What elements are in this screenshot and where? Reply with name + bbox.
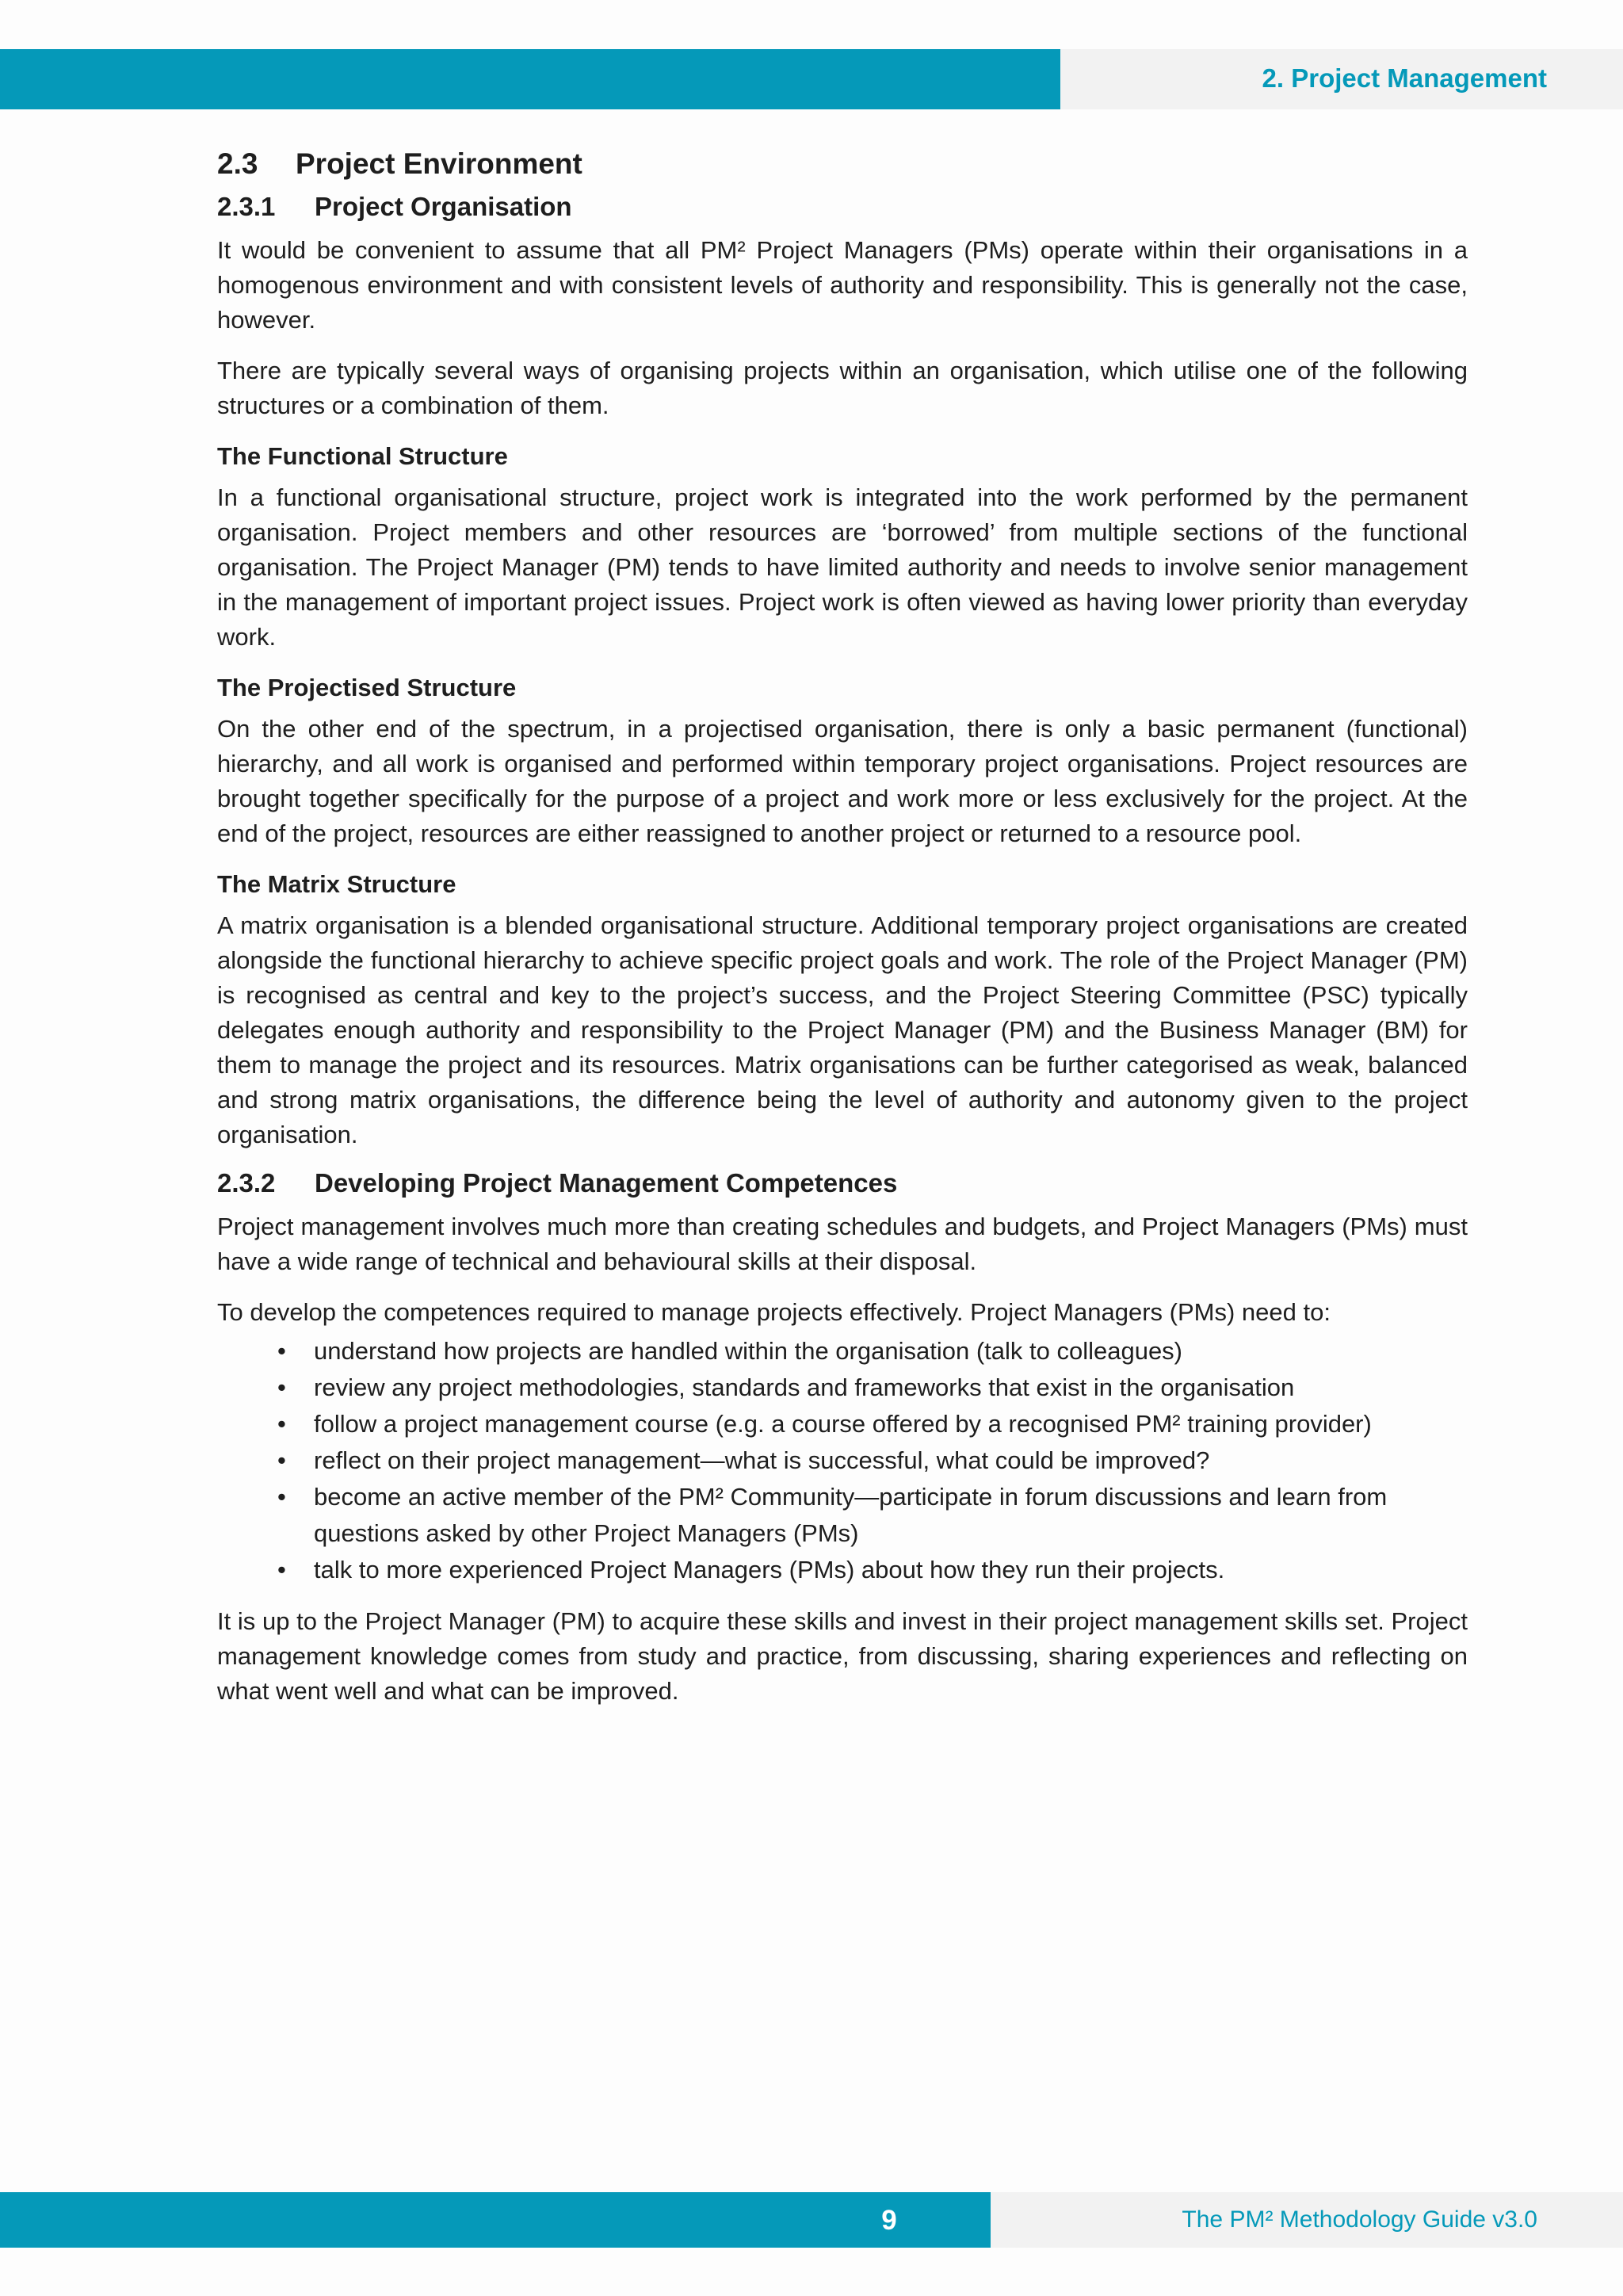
list-item: • follow a project management course (e.g. a course offered by a recognised PM² training provider) [314, 1406, 1468, 1442]
list-item: • become an active member of the PM² Community—participate in forum discussions and learn from questions asked by other Project Managers (PMs) [314, 1479, 1468, 1552]
list-item: • understand how projects are handled within the organisation (talk to colleagues) [314, 1333, 1468, 1370]
paragraph: Project management involves much more than creating schedules and budgets, and Project Managers (PMs) must have a wide range of technical and behavioural skills at their disposal. [217, 1213, 1468, 1275]
subsection-title: Developing Project Management Competences [315, 1168, 898, 1198]
section-title: Project Environment [296, 147, 582, 180]
chapter-title: 2. Project Management [1262, 63, 1547, 93]
list-item: • talk to more experienced Project Managers (PMs) about how they run their projects. [314, 1552, 1468, 1588]
paragraph: There are typically several ways of organising projects within an organisation, which utilise one of the following structures or a combination of them. [217, 357, 1468, 419]
structure-paragraph: On the other end of the spectrum, in a projectised organisation, there is only a basic permanent (functional) hierarchy, and all work is organised and performed within temporary project organisations. Project resources are brought together specifically for the purpose of a project and work more or less exclusively for the project. At the end of the project, resources are either reassigned to another project or returned to a resource pool. [217, 715, 1468, 847]
structure-paragraph: A matrix organisation is a blended organisational structure. Additional temporary project organisations are created alongside the functional hierarchy to achieve specific project goals and work. The role of the Project Manager (PM) is recognised as central and key to the project’s success, and the Project Steering Committee (PSC) typically delegates enough authority and responsibility to the Project Manager (PM) and the Business Manager (BM) for them to manage the project and its resources. Matrix organisations can be further categorised as weak, balanced and strong matrix organisations, the difference being the level of authority and autonomy given to the project organisation. [217, 911, 1468, 1148]
paragraph: It would be convenient to assume that all PM² Project Managers (PMs) operate within their organisations in a homogenous environment and with consistent levels of authority and responsibility. This is generally not the case, however. [217, 236, 1468, 334]
list-item: • reflect on their project management—what is successful, what could be improved? [314, 1442, 1468, 1479]
page-footer [0, 2192, 1623, 2248]
subsection-number: 2.3.1 [217, 192, 276, 221]
subsection-heading [217, 1168, 1468, 1198]
section-heading [217, 147, 1468, 181]
bullet-icon: • [277, 1556, 286, 1584]
document-title: The PM² Methodology Guide v3.0 [1182, 2206, 1537, 2233]
paragraph: To develop the competences required to manage projects effectively. Project Managers (PMs) need to: [217, 1298, 1331, 1326]
list-item: • review any project methodologies, standards and frameworks that exist in the organisation [314, 1370, 1468, 1406]
paragraph: It is up to the Project Manager (PM) to acquire these skills and invest in their project management skills set. Project management knowledge comes from study and practice, from discussing, sharing experiences and reflecting on what went well and what can be improved. [217, 1607, 1468, 1705]
structure-heading: The Functional Structure [217, 442, 508, 470]
subsection-heading [217, 192, 1468, 222]
page-number: 9 [881, 2205, 897, 2236]
bullet-icon: • [277, 1446, 286, 1474]
page-header [0, 49, 1623, 109]
bullet-icon: • [277, 1337, 286, 1365]
structure-paragraph: In a functional organisational structure, project work is integrated into the work performed by the permanent organisation. Project members and other resources are ‘borrowed’ from multiple sections of the functional organisation. The Project Manager (PM) tends to have limited authority and needs to involve senior management in the management of important project issues. Project work is often viewed as having lower priority than everyday work. [217, 483, 1468, 651]
page-content [217, 147, 1468, 1725]
bullet-icon: • [277, 1483, 286, 1511]
footer-accent-band [0, 2192, 991, 2248]
bullet-icon: • [277, 1373, 286, 1401]
structure-heading: The Projectised Structure [217, 674, 517, 701]
section-number: 2.3 [217, 147, 258, 180]
competence-list [217, 1333, 1468, 1588]
bullet-icon: • [277, 1410, 286, 1438]
header-accent-band [0, 49, 1060, 109]
subsection-number: 2.3.2 [217, 1168, 276, 1198]
subsection-title: Project Organisation [315, 192, 572, 221]
structure-heading: The Matrix Structure [217, 870, 456, 898]
